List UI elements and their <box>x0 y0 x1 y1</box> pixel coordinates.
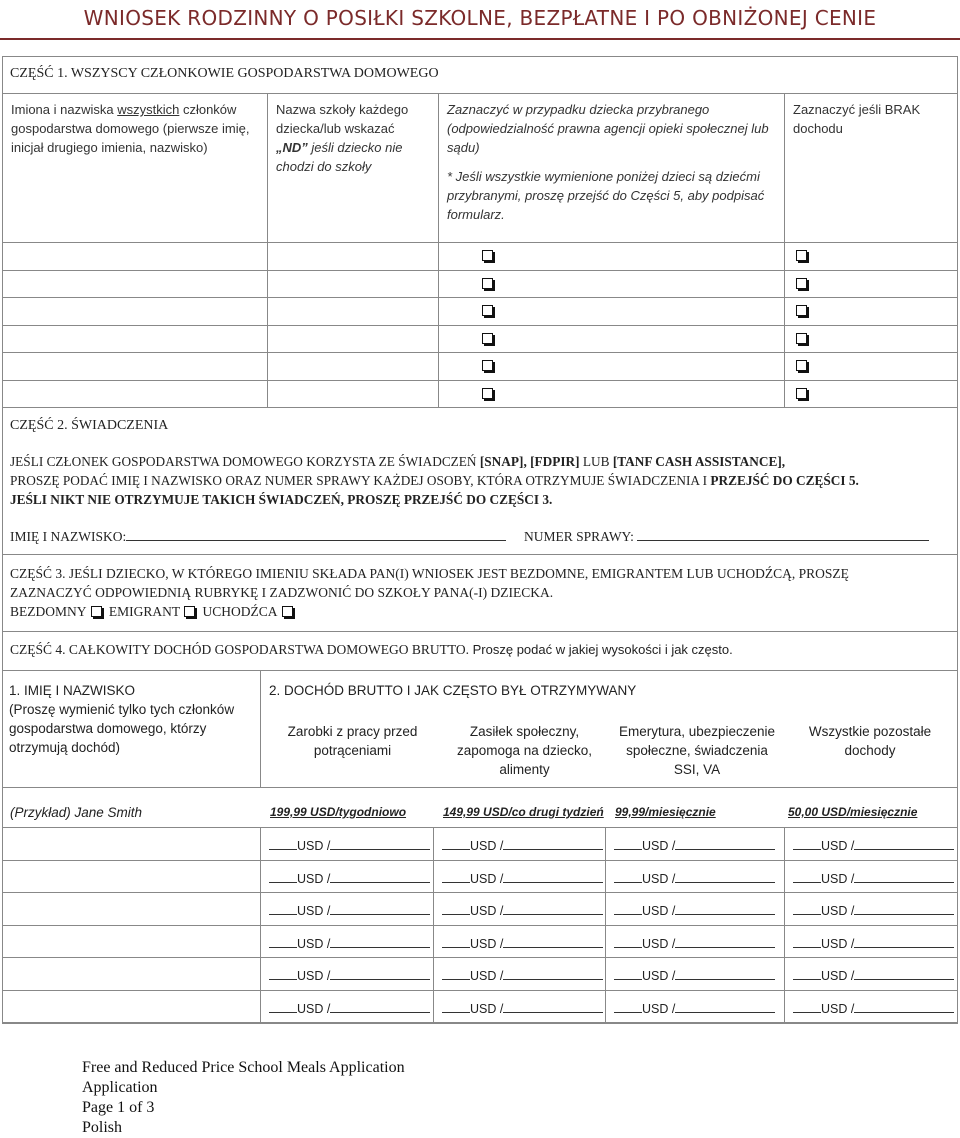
no-income-checkbox[interactable] <box>796 333 807 344</box>
amount-blank[interactable] <box>793 967 821 980</box>
amount-blank[interactable] <box>614 967 642 980</box>
frequency-blank[interactable] <box>330 1000 430 1013</box>
example-earnings: 199,99 USD/tygodniowo <box>270 805 407 819</box>
frequency-blank[interactable] <box>854 870 954 883</box>
usd-amount-field[interactable] <box>442 935 603 951</box>
migrant-label: EMIGRANT <box>108 604 181 619</box>
amount-blank[interactable] <box>442 870 470 883</box>
foster-checkbox[interactable] <box>482 250 493 261</box>
frequency-blank[interactable] <box>503 1000 603 1013</box>
foster-checkbox[interactable] <box>482 388 493 399</box>
part1-col-names-header: Imiona i nazwiska wszystkich członków gospodarstwa domowego (pierwsze imię, inicjał drugiego imienia, nazwisko) <box>2 93 268 243</box>
usd-amount-field[interactable] <box>442 967 603 983</box>
foster-checkbox[interactable] <box>482 360 493 371</box>
frequency-blank[interactable] <box>675 837 775 850</box>
usd-label: USD / <box>470 1002 504 1016</box>
part4-col-income-header: 2. DOCHÓD BRUTTO I JAK CZĘSTO BYŁ OTRZYMYWANY <box>260 670 958 788</box>
usd-amount-field[interactable] <box>269 902 430 918</box>
frequency-blank[interactable] <box>854 902 954 915</box>
income-type-welfare: Zasiłek społeczny, zapomoga na dziecko, alimenty <box>456 724 593 777</box>
usd-amount-field[interactable] <box>269 967 430 983</box>
usd-amount-field[interactable] <box>269 837 430 853</box>
amount-blank[interactable] <box>793 935 821 948</box>
part4-col-name-header: 1. IMIĘ I NAZWISKO (Proszę wymienić tylko tych członków gospodarstwa domowego, którzy otrzymują dochód) <box>2 670 261 788</box>
school-name-field[interactable] <box>267 380 439 409</box>
part2-heading: CZĘŚĆ 2. ŚWIADCZENIA <box>10 418 169 433</box>
usd-amount-field[interactable] <box>614 1000 775 1016</box>
no-income-cell <box>784 242 958 271</box>
amount-blank[interactable] <box>614 902 642 915</box>
example-other: 50,00 USD/miesięcznie <box>788 805 918 819</box>
earner-name-field[interactable] <box>2 925 261 959</box>
amount-blank[interactable] <box>269 1000 297 1013</box>
usd-amount-field[interactable] <box>269 1000 430 1016</box>
usd-label: USD / <box>821 936 855 951</box>
usd-label: USD / <box>642 871 676 886</box>
part1-col-noincome-header: Zaznaczyć jeśli BRAK dochodu <box>784 93 958 243</box>
usd-label: USD / <box>470 871 504 886</box>
usd-amount-field[interactable] <box>793 870 954 886</box>
usd-amount-field[interactable] <box>269 870 430 886</box>
usd-amount-field[interactable] <box>614 935 775 951</box>
usd-label: USD / <box>642 1002 676 1016</box>
amount-blank[interactable] <box>269 902 297 915</box>
amount-blank[interactable] <box>614 935 642 948</box>
no-income-cell <box>784 270 958 299</box>
usd-amount-field[interactable] <box>793 1000 954 1016</box>
no-income-checkbox[interactable] <box>796 278 807 289</box>
usd-amount-field[interactable] <box>793 902 954 918</box>
income-type-pension: Emerytura, ubezpieczenie społeczne, świadczenia SSI, VA <box>618 724 776 777</box>
part2-name-field[interactable]: IMIĘ I NAZWISKO: <box>10 526 506 545</box>
usd-label: USD / <box>470 839 504 853</box>
amount-blank[interactable] <box>269 967 297 980</box>
page-footer: Free and Reduced Price School Meals Application Application Page 1 of 3 Polish <box>82 1059 405 1136</box>
part1-col-school-header: Nazwa szkoły każdego dziecka/lub wskazać „ND” jeśli dziecko nie chodzi do szkoły <box>267 93 439 243</box>
amount-blank[interactable] <box>793 870 821 883</box>
frequency-blank[interactable] <box>503 870 603 883</box>
no-income-cell <box>784 380 958 409</box>
part3-text: CZĘŚĆ 3. JEŚLI DZIECKO, W KTÓREGO IMIENIU SKŁADA PAN(I) WNIOSEK JEST BEZDOMNE, EMIGRANTEM LUB UCHODŹCĄ, PROSZĘ ZAZNACZYĆ ODPOWIEDNIĄ RUBRYKĘ I ZADZWONIĆ DO SZKOŁY PANA(-I) DZIECKA. BEZDOMNY EMIGRANT UCHODŹCA <box>10 566 849 619</box>
runaway-label: UCHODŹCA <box>202 604 278 619</box>
usd-label: USD / <box>297 969 331 984</box>
amount-blank[interactable] <box>614 837 642 850</box>
frequency-blank[interactable] <box>330 935 430 948</box>
no-income-cell <box>784 325 958 354</box>
foster-checkbox[interactable] <box>482 278 493 289</box>
member-name-field[interactable] <box>2 325 268 354</box>
usd-amount-field[interactable] <box>793 837 954 853</box>
usd-amount-field[interactable] <box>442 902 603 918</box>
name-input-line[interactable] <box>126 526 506 541</box>
usd-label: USD / <box>297 904 331 919</box>
usd-label: USD / <box>642 904 676 919</box>
usd-label: USD / <box>297 871 331 886</box>
usd-label: USD / <box>470 904 504 919</box>
usd-label: USD / <box>642 969 676 984</box>
frequency-blank[interactable] <box>330 967 430 980</box>
part4-heading: CZĘŚĆ 4. CAŁKOWITY DOCHÓD GOSPODARSTWA DOMOWEGO BRUTTO. Proszę podać w jakiej wysokości i jak często. <box>10 642 733 657</box>
no-income-checkbox[interactable] <box>796 305 807 316</box>
usd-label: USD / <box>821 839 855 853</box>
usd-label: USD / <box>821 871 855 886</box>
frequency-blank[interactable] <box>330 902 430 915</box>
usd-label: USD / <box>470 936 504 951</box>
school-name-field[interactable] <box>267 325 439 354</box>
school-name-field[interactable] <box>267 270 439 299</box>
usd-label: USD / <box>821 969 855 984</box>
member-name-field[interactable] <box>2 352 268 381</box>
runaway-checkbox[interactable] <box>282 606 293 617</box>
no-income-checkbox[interactable] <box>796 360 807 371</box>
part1-col-foster-header: Zaznaczyć w przypadku dziecka przybranego (odpowiedzialność prawna agencji opieki społecznej lub sądu) * Jeśli wszystkie wymienione poniżej dzieci są dziećmi przybranymi, proszę przejść do Części 5, aby podpisać formularz. <box>438 93 785 243</box>
income-type-other: Wszystkie pozostałe dochody <box>808 724 932 758</box>
homeless-checkbox[interactable] <box>91 606 102 617</box>
amount-blank[interactable] <box>793 902 821 915</box>
frequency-blank[interactable] <box>854 1000 954 1013</box>
usd-amount-field[interactable] <box>793 967 954 983</box>
frequency-blank[interactable] <box>330 870 430 883</box>
usd-amount-field[interactable] <box>793 935 954 951</box>
frequency-blank[interactable] <box>503 967 603 980</box>
school-name-field[interactable] <box>267 352 439 381</box>
frequency-blank[interactable] <box>330 837 430 850</box>
foster-checkbox[interactable] <box>482 333 493 344</box>
frequency-blank[interactable] <box>675 902 775 915</box>
member-name-field[interactable] <box>2 297 268 326</box>
no-income-cell <box>784 297 958 326</box>
example-pension: 99,99/miesięcznie <box>615 805 716 819</box>
earner-name-field[interactable] <box>2 990 261 1024</box>
member-name-field[interactable] <box>2 380 268 409</box>
homeless-label: BEZDOMNY <box>10 604 87 619</box>
member-name-field[interactable] <box>2 242 268 271</box>
amount-blank[interactable] <box>442 935 470 948</box>
frequency-blank[interactable] <box>854 837 954 850</box>
amount-blank[interactable] <box>269 870 297 883</box>
amount-blank[interactable] <box>269 837 297 850</box>
earner-name-field[interactable] <box>2 892 261 926</box>
school-name-field[interactable] <box>267 297 439 326</box>
usd-amount-field[interactable] <box>269 935 430 951</box>
usd-label: USD / <box>821 1002 855 1016</box>
frequency-blank[interactable] <box>675 870 775 883</box>
income-type-earnings: Zarobki z pracy przed potrąceniami <box>287 724 418 758</box>
usd-label: USD / <box>642 936 676 951</box>
page-title: WNIOSEK RODZINNY O POSIŁKI SZKOLNE, BEZPŁATNE I PO OBNIŻONEJ CENIE <box>83 6 877 30</box>
school-name-field[interactable] <box>267 242 439 271</box>
usd-label: USD / <box>642 839 676 853</box>
usd-amount-field[interactable] <box>614 870 775 886</box>
usd-label: USD / <box>297 1002 331 1016</box>
frequency-blank[interactable] <box>854 935 954 948</box>
no-income-checkbox[interactable] <box>796 388 807 399</box>
frequency-blank[interactable] <box>675 1000 775 1013</box>
amount-blank[interactable] <box>442 902 470 915</box>
amount-blank[interactable] <box>614 870 642 883</box>
usd-amount-field[interactable] <box>614 902 775 918</box>
member-name-field[interactable] <box>2 270 268 299</box>
frequency-blank[interactable] <box>503 837 603 850</box>
usd-amount-field[interactable] <box>442 1000 603 1016</box>
usd-label: USD / <box>470 969 504 984</box>
usd-amount-field[interactable] <box>614 967 775 983</box>
usd-amount-field[interactable] <box>442 870 603 886</box>
example-name: (Przykład) Jane Smith <box>10 805 143 820</box>
frequency-blank[interactable] <box>503 902 603 915</box>
frequency-blank[interactable] <box>503 935 603 948</box>
usd-label: USD / <box>297 936 331 951</box>
part2-case-field[interactable]: NUMER SPRAWY: <box>524 526 929 545</box>
usd-label: USD / <box>821 904 855 919</box>
part2-instructions: JEŚLI CZŁONEK GOSPODARSTWA DOMOWEGO KORZYSTA ZE ŚWIADCZEŃ [SNAP], [FDPIR] LUB [TANF CASH ASSISTANCE], PROSZĘ PODAĆ IMIĘ I NAZWISKO ORAZ NUMER SPRAWY KAŻDEJ OSOBY, KTÓRA OTRZYMUJE ŚWIADCZENIA I PRZEJŚĆ DO CZĘŚCI 5. JEŚLI NIKT NIE OTRZYMUJE TAKICH ŚWIADCZEŃ, PROSZĘ PRZEJŚĆ DO CZĘŚCI 3. <box>10 454 859 507</box>
frequency-blank[interactable] <box>854 967 954 980</box>
amount-blank[interactable] <box>442 967 470 980</box>
frequency-blank[interactable] <box>675 935 775 948</box>
migrant-checkbox[interactable] <box>184 606 195 617</box>
amount-blank[interactable] <box>614 1000 642 1013</box>
usd-amount-field[interactable] <box>614 837 775 853</box>
frequency-blank[interactable] <box>675 967 775 980</box>
amount-blank[interactable] <box>442 1000 470 1013</box>
case-number-input-line[interactable] <box>637 526 929 541</box>
earner-name-field[interactable] <box>2 860 261 894</box>
no-income-checkbox[interactable] <box>796 250 807 261</box>
title-divider <box>0 38 960 40</box>
earner-name-field[interactable] <box>2 827 261 861</box>
amount-blank[interactable] <box>793 837 821 850</box>
amount-blank[interactable] <box>793 1000 821 1013</box>
amount-blank[interactable] <box>269 935 297 948</box>
usd-label: USD / <box>297 839 331 853</box>
earner-name-field[interactable] <box>2 957 261 991</box>
amount-blank[interactable] <box>442 837 470 850</box>
foster-checkbox[interactable] <box>482 305 493 316</box>
no-income-cell <box>784 352 958 381</box>
usd-amount-field[interactable] <box>442 837 603 853</box>
example-welfare: 149,99 USD/co drugi tydzień <box>443 805 604 819</box>
part1-heading: CZĘŚĆ 1. WSZYSCY CZŁONKOWIE GOSPODARSTWA DOMOWEGO <box>10 66 439 81</box>
